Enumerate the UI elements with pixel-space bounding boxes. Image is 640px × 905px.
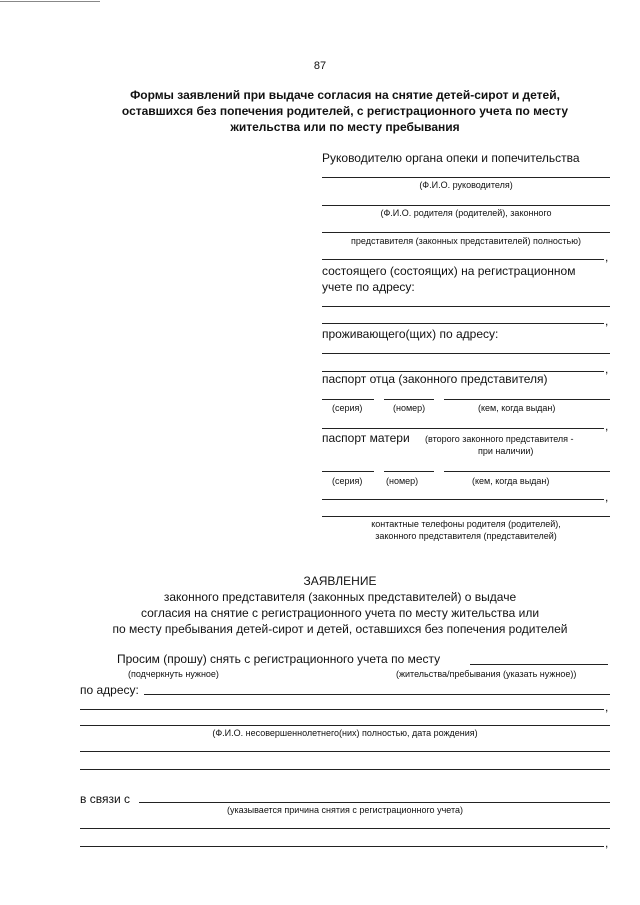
minor-fio-line-3[interactable] (80, 769, 610, 770)
father-passport-label: паспорт отца (законного представителя) (322, 372, 548, 386)
mother-note-2: при наличии) (478, 446, 534, 456)
father-number-line[interactable] (384, 399, 434, 400)
page-number: 87 (313, 60, 327, 72)
title-line-2: оставшихся без попечения родителей, с регистрационного учета по месту (121, 104, 569, 118)
reason-line-2[interactable] (80, 828, 610, 829)
title-line-3: жительства или по месту пребывания (230, 120, 460, 134)
address-line-2[interactable] (80, 709, 604, 710)
minor-fio-caption: (Ф.И.О. несовершеннолетнего(них) полностью, дата рождения) (212, 728, 478, 738)
place-type-line[interactable] (470, 664, 608, 665)
phones-caption-2: законного представителя (представителей) (375, 531, 557, 541)
statement-heading: ЗАЯВЛЕНИЕ (303, 574, 377, 588)
address-line-1[interactable] (144, 694, 610, 695)
phones-line[interactable] (322, 516, 610, 517)
mother-series-caption: (серия) (332, 476, 363, 486)
parent-fio-caption: (Ф.И.О. родителя (родителей), законного (380, 208, 552, 218)
head-fio-caption: (Ф.И.О. руководителя) (419, 180, 513, 190)
registered-label-1: состоящего (состоящих) на регистрационном (322, 264, 576, 278)
father-series-line[interactable] (322, 399, 374, 400)
mother-note-1: (второго законного представителя - (425, 434, 574, 444)
mother-issued-line[interactable] (444, 471, 610, 472)
minor-fio-line-2[interactable] (80, 751, 610, 752)
statement-sub-3: по месту пребывания детей-сирот и детей, оставшихся без попечения родителей (112, 622, 568, 636)
residing-label: проживающего(щих) по адресу: (322, 327, 499, 341)
addressee-label: Руководителю органа опеки и попечительства (322, 151, 580, 165)
registered-label-2: учете по адресу: (322, 280, 415, 294)
phones-caption-1: контактные телефоны родителя (родителей), (371, 519, 561, 529)
father-number-caption: (номер) (393, 403, 426, 413)
parent-fio-line-2[interactable] (322, 232, 610, 233)
comma-7: , (605, 836, 609, 850)
parent-fio-line[interactable] (322, 205, 610, 206)
reason-label: в связи с (80, 792, 130, 806)
statement-sub-1: законного представителя (законных представителей) о выдаче (163, 590, 517, 604)
father-issued-caption: (кем, когда выдан) (478, 403, 556, 413)
father-issued-line-2[interactable] (322, 428, 604, 429)
reason-line-1[interactable] (139, 802, 610, 803)
comma-6: , (605, 700, 609, 714)
mother-issued-caption: (кем, когда выдан) (472, 476, 550, 486)
parent-fio-caption-2: представителя (законных представителей) полностью) (351, 236, 581, 246)
parent-fio-line-3[interactable] (322, 259, 604, 260)
place-note: (жительства/пребывания (указать нужное)) (396, 669, 577, 679)
address-label: по адресу: (80, 683, 139, 697)
father-issued-line[interactable] (444, 399, 610, 400)
title-line-1: Формы заявлений при выдаче согласия на снятие детей-сирот и детей, (130, 88, 560, 102)
father-series-caption: (серия) (332, 403, 363, 413)
reason-line-3[interactable] (80, 846, 604, 847)
statement-sub-2: согласия на снятие с регистрационного учета по месту жительства или (140, 606, 540, 620)
request-text: Просим (прошу) снять с регистрационного учета по месту (117, 652, 441, 666)
head-fio-line[interactable] (322, 177, 610, 178)
scan-edge-mark (0, 1, 100, 2)
mother-passport-label: паспорт матери (322, 431, 410, 445)
mother-number-line[interactable] (384, 471, 434, 472)
registered-address-line-1[interactable] (322, 306, 610, 307)
comma-5: , (605, 490, 609, 504)
comma-3: , (605, 362, 609, 376)
comma-2: , (605, 314, 609, 328)
registered-address-line-2[interactable] (322, 323, 604, 324)
mother-series-line[interactable] (322, 471, 374, 472)
comma-1: , (605, 250, 609, 264)
minor-fio-line[interactable] (80, 725, 610, 726)
underline-note: (подчеркнуть нужное) (128, 669, 219, 679)
reason-caption: (указывается причина снятия с регистрационного учета) (227, 805, 463, 815)
mother-issued-line-2[interactable] (322, 499, 604, 500)
mother-number-caption: (номер) (386, 476, 419, 486)
comma-4: , (605, 419, 609, 433)
residing-address-line-1[interactable] (322, 353, 610, 354)
